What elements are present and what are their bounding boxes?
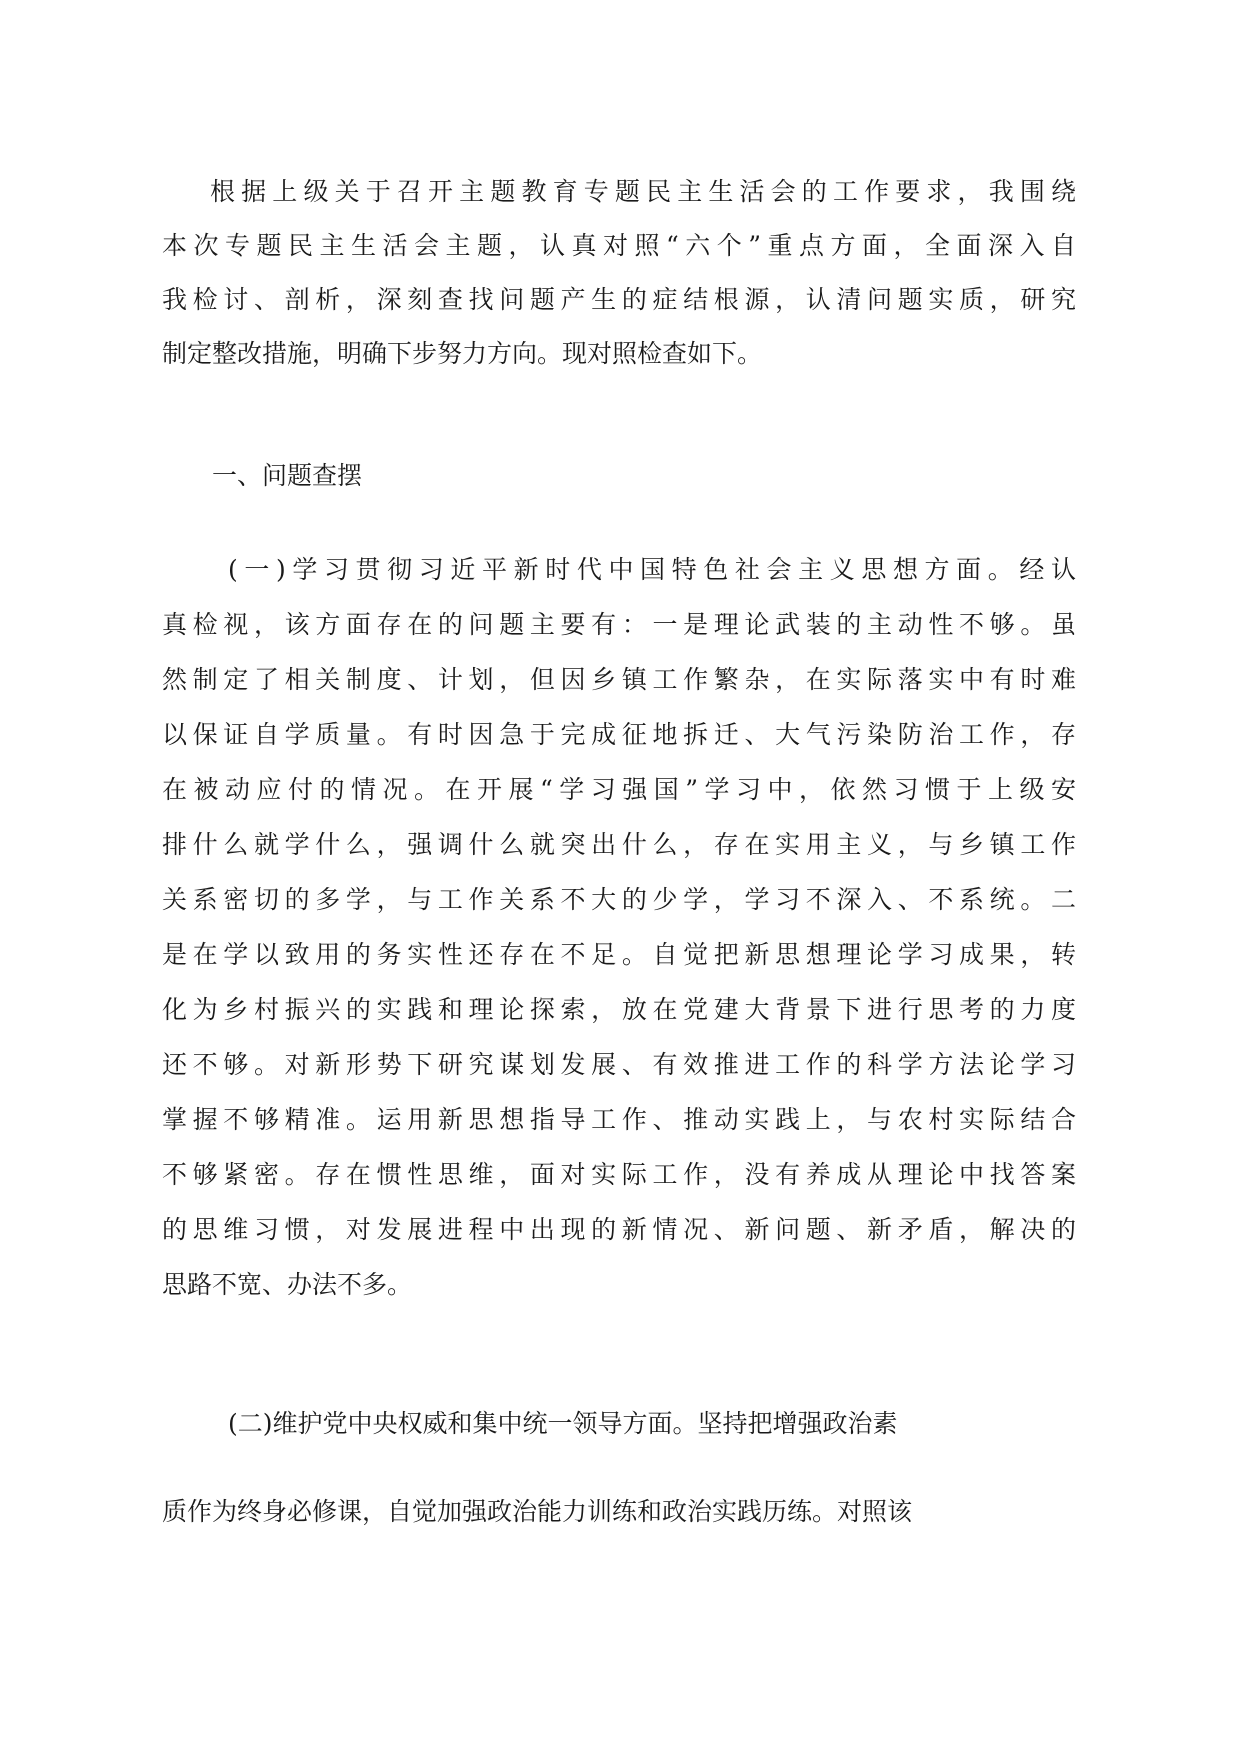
item1-line-14: 思路不宽、办法不多。	[162, 1270, 413, 1299]
intro-line-4: 制定整改措施，明确下步努力方向。现对照检查如下。	[162, 339, 763, 368]
item1-line-13: 的思维习惯，对发展进程中出现的新情况、新问题、新矛盾，解决的	[162, 1215, 1076, 1244]
item1-line-7: 关系密切的多学，与工作关系不大的少学，学习不深入、不系统。二	[162, 885, 1076, 914]
item1-line-8: 是在学以致用的务实性还存在不足。自觉把新思想理论学习成果，转	[162, 940, 1076, 969]
intro-line-1: 根据上级关于召开主题教育专题民主生活会的工作要求，我围绕	[210, 177, 1076, 206]
item2-line-1: (二)维护党中央权威和集中统一领导方面。坚持把增强政治素	[228, 1409, 898, 1438]
item1-line-6: 排什么就学什么，强调什么就突出什么，存在实用主义，与乡镇工作	[162, 830, 1076, 859]
item1-line-9: 化为乡村振兴的实践和理论探索，放在党建大背景下进行思考的力度	[162, 995, 1076, 1024]
item1-line-5: 在被动应付的情况。在开展“学习强国”学习中，依然习惯于上级安	[162, 775, 1076, 804]
item1-line-2: 真检视，该方面存在的问题主要有：一是理论武装的主动性不够。虽	[162, 610, 1076, 639]
item2-line-2: 质作为终身必修课，自觉加强政治能力训练和政治实践历练。对照该	[162, 1497, 913, 1526]
item1-line-11: 掌握不够精准。运用新思想指导工作、推动实践上，与农村实际结合	[162, 1105, 1076, 1134]
item1-line-3: 然制定了相关制度、计划，但因乡镇工作繁杂，在实际落实中有时难	[162, 665, 1076, 694]
item1-line-12: 不够紧密。存在惯性思维，面对实际工作，没有养成从理论中找答案	[162, 1160, 1076, 1189]
item1-line-10: 还不够。对新形势下研究谋划发展、有效推进工作的科学方法论学习	[162, 1050, 1076, 1079]
item1-line-4: 以保证自学质量。有时因急于完成征地拆迁、大气污染防治工作，存	[162, 720, 1076, 749]
item1-line-1: (一)学习贯彻习近平新时代中国特色社会主义思想方面。经认	[228, 555, 1076, 584]
section-heading: 一、问题查摆	[212, 461, 363, 490]
intro-line-2: 本次专题民主生活会主题，认真对照“六个”重点方面，全面深入自	[162, 231, 1076, 260]
intro-line-3: 我检讨、剖析，深刻查找问题产生的症结根源，认清问题实质，研究	[162, 285, 1076, 314]
